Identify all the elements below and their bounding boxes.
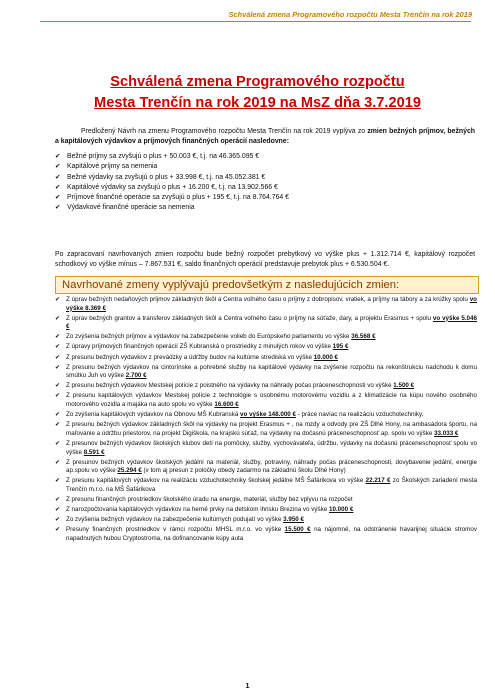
- checkmark-icon: ✔: [55, 334, 61, 341]
- title-line-1: Schválená zmena Programového rozpočtu: [110, 74, 405, 90]
- change-amount: 1.500 €: [393, 382, 415, 390]
- checkmark-icon: ✔: [55, 163, 61, 171]
- check-item-text: Bežné príjmy sa zvyšujú o plus + 50.003 €, t.j. na 46.365.095 €: [67, 153, 260, 160]
- checkmark-icon: ✔: [55, 204, 61, 212]
- change-item: [55, 315, 477, 332]
- intro-paragraph: [55, 127, 475, 147]
- change-item: [55, 392, 477, 409]
- checkmark-icon: ✔: [55, 517, 61, 524]
- check-item-text: Príjmové finančné operácie sa zvyšujú o plus + 195 €, t.j. na 8.764.764 €: [67, 194, 289, 202]
- checkmark-icon: ✔: [55, 507, 61, 514]
- checkmark-icon: ✔: [55, 440, 61, 447]
- change-amount: 36.568 €: [351, 333, 376, 341]
- change-text: Z úprav bežných nedaňových príjmov základných škôl a Centra voľného času o príjmy z dobropisov, vratiek, a príjmy na tábory a za krúžky spolu: [66, 296, 470, 303]
- change-amount: 33.033 €: [434, 429, 459, 437]
- checkmark-icon: ✔: [55, 354, 61, 361]
- change-text-after: zo Školských zariadení mesta Trenčín m.r.o. na MŠ Šafárikova: [66, 477, 477, 493]
- summary-checklist: [55, 152, 475, 214]
- change-amount: 2.700 €: [125, 372, 147, 380]
- change-item: [55, 354, 477, 363]
- change-amount: 195 €: [332, 343, 349, 351]
- checkmark-icon: ✔: [55, 459, 61, 466]
- change-text: Presuny finančných prostriedkov v rámci rozpočtu MHSL m.r.o. vo výške: [66, 526, 285, 534]
- change-item: [55, 506, 477, 515]
- change-item: [55, 440, 477, 457]
- change-amount: 16.600 €: [214, 401, 239, 409]
- checkmark-icon: ✔: [55, 153, 61, 160]
- checkmark-icon: ✔: [55, 183, 61, 191]
- checkmark-icon: ✔: [55, 393, 61, 400]
- change-item: [55, 526, 477, 543]
- page-number: 1: [245, 681, 250, 690]
- running-header: Schválená zmena Programového rozpočtu Mesta Trenčín na rok 2019: [228, 10, 472, 19]
- change-item: [55, 496, 477, 505]
- change-amount: 10.000 €: [313, 353, 339, 361]
- checkmark-icon: ✔: [55, 422, 61, 429]
- checkmark-icon: ✔: [55, 297, 61, 303]
- change-item: [55, 333, 477, 342]
- change-text: Z narozpočtovania kapitálových výdavkov na herné prvky na detskom ihrisku Brezina vo výške: [66, 506, 329, 514]
- changes-list: [55, 296, 477, 545]
- check-item: [55, 203, 475, 213]
- change-item: [55, 296, 477, 313]
- check-item: [55, 152, 475, 162]
- change-text: Z presunov bežných výdavkov školských jedální na materiál, služby, potraviny, náhrady počas práceneschopnosti, dovybavenie jedální, energie ap.spolu vo výške: [66, 458, 477, 475]
- change-amount: 25.294 €: [117, 467, 142, 475]
- title-line-2: Mesta Trenčín na rok 2019 na MsZ dňa 3.7.2019: [94, 95, 421, 111]
- check-item-text: Výdavkové finančné operácie sa nemenia: [67, 204, 195, 212]
- checkmark-icon: ✔: [55, 344, 61, 351]
- change-text: Z presunu kapitálových výdavkov na realizáciu vzduchotechniky školskej jedálne MŠ Šafárikova vo výške: [66, 477, 366, 485]
- change-amount: vo výške 8.369 €: [66, 296, 477, 312]
- change-text-after: - práce navíac na realizáciu vzduchotechniky.: [296, 411, 424, 419]
- change-text: Z presunu bežných výdavkov základných škôl na výdavky na projekt Erasmus + , na mzdy a odvody pre ZŠ Dlhé Hony, na ambasádora športu, na maľovanie a údržbu priestorov, na projekt Digiškola, na krajskú súťaž, na výdavky na dočasnú práceneschopnosť ap. spolu vo výške: [66, 421, 477, 437]
- change-amount: vo výške 5.046 €: [66, 314, 477, 331]
- checkmark-icon: ✔: [55, 383, 61, 390]
- change-text: Zo zvýšenia bežných výdavkov na zabezpečenie kultúrnych podujatí vo výške: [66, 516, 284, 524]
- change-amount: vo výške 148.000 €: [240, 411, 296, 419]
- change-amount: 8.591 €: [83, 448, 105, 456]
- checkmark-icon: ✔: [55, 496, 61, 503]
- check-item-text: Kapitálové príjmy sa nemenia: [67, 163, 158, 171]
- change-item: [55, 477, 477, 494]
- change-text: Z presunu finančných prostriedkov školského úradu na energie, materiál, služby bez vplyvu na rozpočet: [66, 495, 353, 503]
- checkmark-icon: ✔: [55, 412, 61, 419]
- check-item: [55, 183, 475, 193]
- change-text: Z úpravy príjmových finančných operácií ZŠ Kubranská o prostriedky z minulých rokov vo výške: [66, 343, 333, 351]
- change-amount: 15.500 €: [284, 526, 311, 534]
- change-text: Z presunov bežných výdavkov školských klubov detí na pomôcky, služby, vychovávateľa, údržbu, výdavky na dočasnú práceneschopnosť spolu vo výške: [66, 439, 477, 456]
- checkmark-icon: ✔: [55, 527, 61, 534]
- intro-bold: zmien bežných príjmov, bežných a kapitálových výdavkov a príjmových finančných operácií nasledovne:: [55, 128, 475, 145]
- header-rule: [40, 21, 471, 22]
- check-item-text: Kapitálové výdavky sa zvyšujú o plus + 16.200 €, t.j. na 13.902.566 €: [67, 183, 278, 191]
- check-item: [55, 173, 475, 183]
- page-title: [40, 72, 475, 114]
- change-item: [55, 364, 477, 381]
- change-amount: 10.000 €: [328, 506, 354, 514]
- change-amount: 22.217 €: [365, 477, 391, 485]
- checkmark-icon: ✔: [55, 364, 61, 371]
- check-item-text: Bežné výdavky sa zvyšujú o plus + 33.998 €, t.j. na 45.052.381 €: [67, 173, 266, 181]
- change-item: [55, 382, 477, 391]
- change-text: Zo zvýšenia bežných príjmov a výdavkov na zabezpečenie volieb do Európskeho parlamentu vo výške: [66, 333, 352, 341]
- change-text: Z presunu bežných výdavkov z prevádzky a údržby budov na kultúrne strediská vo výške: [66, 353, 314, 361]
- change-item: [55, 343, 477, 352]
- change-text: Z presunu bežných výdavkov na cintorínske a pohrebné služby na kapitálové výdavky na zvýšenie rozpočtu na rekonštrukciu nadchodu k domu smútku Juh vo výške: [66, 363, 477, 380]
- intro-text: Predložený Návrh na zmenu Programového rozpočtu Mesta Trenčín na rok 2019 vyplýva zo: [81, 128, 368, 135]
- change-text-after: na nájomné, na odstránenie havarijnej situácie stromov napadnutých hubou Cryptostroma, na dofinancovanie kúpy auta: [66, 526, 477, 542]
- check-item: [55, 193, 475, 203]
- change-item: [55, 411, 477, 420]
- change-text-after: (v tom aj presun z poločky obedy zadarmo na základnú školu Dlhé Hony): [141, 467, 346, 475]
- checkmark-icon: ✔: [55, 315, 61, 322]
- section-heading: Navrhované zmeny vyplývajú predovšetkým z nasledujúcich zmien:: [62, 279, 400, 291]
- change-text: Z presunu bežných výdavkov Mestskej polície z poistného na výdavky na náhrady počas práceneschopnosti vo výške: [66, 382, 394, 390]
- check-item: [55, 162, 475, 172]
- checkmark-icon: ✔: [55, 194, 61, 202]
- change-amount: 3.950 €: [283, 516, 304, 524]
- checkmark-icon: ✔: [55, 173, 61, 181]
- change-text: Z presunu kapitálových výdavkov Mestskej polície z technológie s osobnému motorovému vozidlu a z klimatizácie na kúpu nového osobného motorového vozidla a majáka na auto spolu vo výške: [66, 392, 477, 409]
- checkmark-icon: ✔: [55, 478, 61, 485]
- change-text: Zo zvýšenia kapitálových výdavkov na Obnovu MŠ Kubranská: [66, 411, 241, 419]
- change-item: [55, 421, 477, 438]
- change-item: [55, 516, 477, 525]
- change-item: [55, 459, 477, 476]
- budget-summary: Po zapracovaní navrhovaných zmien rozpočtu bude bežný rozpočet prebytkový vo výške plus + 1.312.714 €, kapitálový rozpočet schodkový vo výške mínus – 7.867.531 €, saldo finančných operácií predstavuje prebytok plus + 6.530.504 €.: [55, 251, 475, 269]
- change-text: Z úprav bežných grantov a transferov základných škôl a Centra voľného času o príjmy na súťaže, dary, a projektu Erasmus + spolu: [66, 314, 433, 322]
